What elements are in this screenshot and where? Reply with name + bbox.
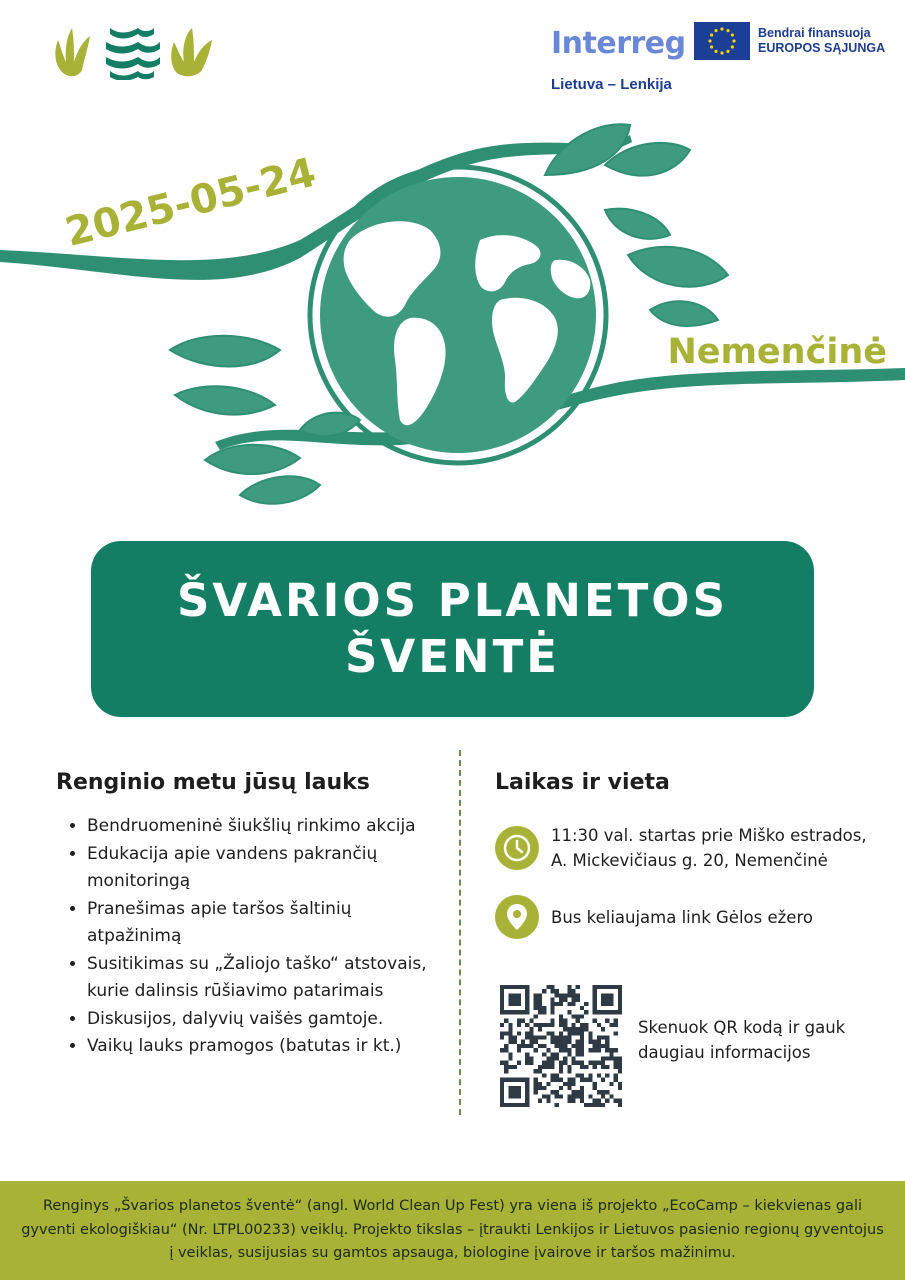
time-row [495, 823, 867, 873]
list-item: • Bendruomeninė šiukšlių rinkimo akcija [87, 813, 451, 841]
event-city: Nemenčinė [667, 332, 887, 372]
place-section [495, 770, 895, 795]
place-heading: Laikas ir vieta [495, 770, 670, 795]
ecocamp-logo [52, 22, 214, 80]
footer-bar [0, 1181, 905, 1280]
list-item: • Vaikų lauks pramogos (batutas ir kt.) [87, 1033, 451, 1061]
title-banner [91, 541, 814, 717]
list-item: • Pranešimas apie taršos šaltinių atpažinimą [87, 896, 451, 951]
route-text: Bus keliaujama link Gėlos ežero [551, 907, 813, 927]
interreg-logo-text: Interreg [551, 26, 686, 61]
list-item: • Diskusijos, dalyvių vaišės gamtoje. [87, 1006, 451, 1034]
globe-illustration [0, 110, 905, 530]
event-date: 2025-05-24 [60, 149, 321, 256]
location-pin-icon [495, 895, 539, 939]
eu-funding-label: Bendrai finansuoja EUROPOS SĄJUNGA [758, 26, 886, 55]
list-item: • Susitikimas su „Žaliojo taško“ atstovais, kurie dalinsis rūšiavimo patarimais [87, 951, 451, 1006]
list-item: • Edukacija apie vandens pakrančių monitoringą [87, 841, 451, 896]
column-divider [459, 750, 461, 1115]
activities-list [56, 813, 451, 1061]
activities-section [56, 770, 451, 1061]
qr-caption: Skenuok QR kodą ir gauk daugiau informacijos [638, 1018, 846, 1062]
interreg-region: Lietuva – Lenkija [551, 76, 672, 93]
time-text: 11:30 val. startas prie Miško estrados, A. Mickevičiaus g. 20, Nemenčinė [551, 826, 867, 870]
clock-icon [495, 826, 539, 870]
activities-heading: Renginio metu jūsų lauks [56, 770, 370, 795]
event-title: ŠVARIOS PLANETOS ŠVENTĖ [177, 574, 728, 683]
footer-text: Renginys „Švarios planetos šventė“ (angl. World Clean Up Fest) yra viena iš projekto „EcoCamp – kiekvienas gali gyventi ekologiškiau“ (Nr. LTPL00233) veiklų. Projekto tikslas – įtraukti Lenkijos ir Lietuvos pasienio regionų gyventojus į veiklas, susijusias su gamtos apsauga, biologine įvairove ir taršos mažinimu. [21, 1198, 884, 1262]
qr-code[interactable] [500, 985, 622, 1107]
eu-flag-icon [694, 22, 750, 60]
route-row [495, 895, 813, 939]
